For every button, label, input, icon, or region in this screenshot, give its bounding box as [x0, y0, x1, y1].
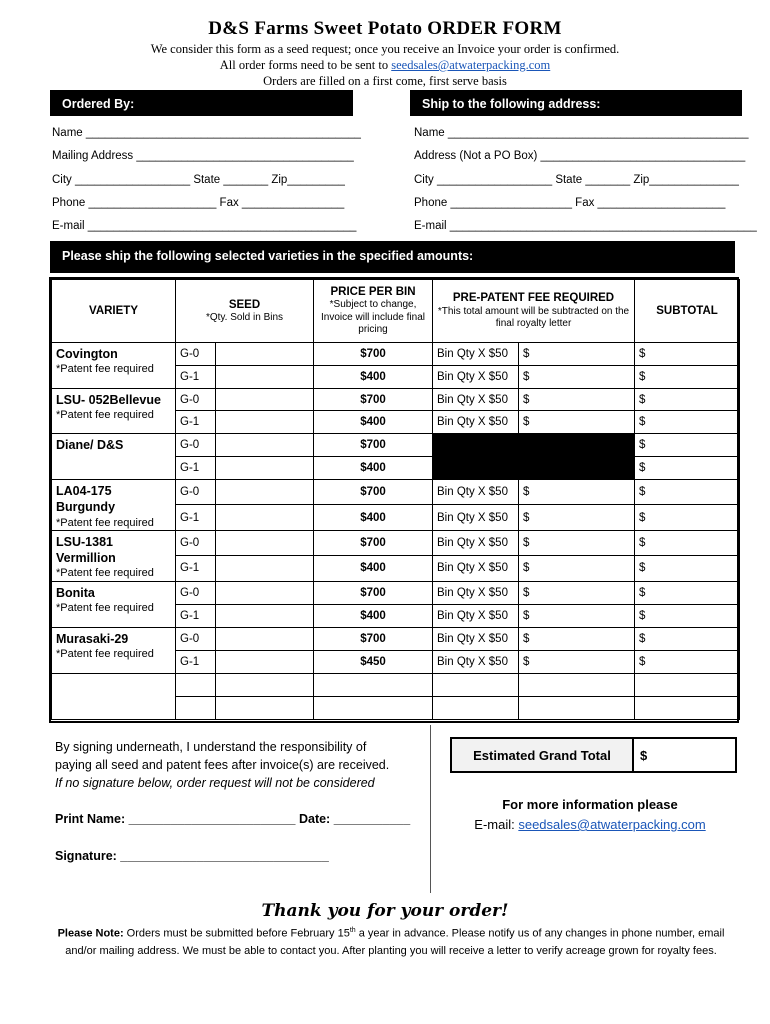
variety-name: LA04-175 Burgundy: [56, 484, 116, 515]
subtotal-input[interactable]: $: [635, 366, 740, 389]
page-title: D&S Farms Sweet Potato ORDER FORM: [208, 18, 562, 39]
subtotal-input[interactable]: $: [635, 581, 740, 604]
variety-row: [52, 627, 740, 650]
variety-row: [52, 480, 740, 505]
price-cell: $400: [314, 457, 433, 480]
seed-qty-input[interactable]: [216, 505, 314, 530]
fee-formula-cell: Bin Qty X $50: [433, 604, 519, 627]
ordered-city-field[interactable]: City __________________ State _______ Zip_________: [52, 174, 345, 186]
variety-name-cell: [52, 343, 176, 389]
variety-row: [52, 581, 740, 604]
subtotal-header: SUBTOTAL: [635, 280, 740, 343]
seed-grade-cell: G-1: [176, 457, 216, 480]
price-cell: $700: [314, 389, 433, 411]
variety-name: Diane/ D&S: [56, 438, 124, 452]
patent-note: *Patent fee required: [56, 516, 154, 529]
subtotal-input[interactable]: $: [635, 434, 740, 457]
blank-grade-input[interactable]: [176, 696, 216, 719]
price-header: PRICE PER BIN *Subject to change, Invoice will include final pricing: [314, 280, 433, 343]
price-cell: $700: [314, 627, 433, 650]
seed-qty-input[interactable]: [216, 627, 314, 650]
blank-price-input[interactable]: [314, 673, 433, 696]
seed-qty-input[interactable]: [216, 343, 314, 366]
price-cell: $400: [314, 505, 433, 530]
seed-grade-cell: G-0: [176, 343, 216, 366]
variety-row: [52, 389, 740, 411]
more-info-email-link[interactable]: seedsales@atwaterpacking.com: [518, 817, 706, 832]
blank-grade-input[interactable]: [176, 673, 216, 696]
patent-note: *Patent fee required: [56, 601, 154, 614]
contact-email-link[interactable]: seedsales@atwaterpacking.com: [391, 58, 551, 72]
blank-fee-input[interactable]: [433, 696, 519, 719]
fee-formula-cell: Bin Qty X $50: [433, 556, 519, 581]
seed-grade-cell: G-1: [176, 650, 216, 673]
print-name-line: [55, 810, 410, 828]
fee-amount-input[interactable]: $: [519, 366, 635, 389]
seed-grade-cell: G-1: [176, 411, 216, 434]
variety-name-cell: [52, 434, 176, 480]
seed-qty-input[interactable]: [216, 480, 314, 505]
thank-you-message: Thank you for your order!: [261, 901, 509, 921]
price-cell: $700: [314, 480, 433, 505]
seed-grade-cell: G-0: [176, 389, 216, 411]
grand-total-box: [450, 737, 737, 773]
seed-grade-cell: G-0: [176, 627, 216, 650]
variety-name: Bonita: [56, 585, 95, 600]
ordered-name-field[interactable]: Name ___________________________________________: [52, 127, 361, 139]
fee-formula-cell: Bin Qty X $50: [433, 343, 519, 366]
subtotal-input[interactable]: $: [635, 457, 740, 480]
fee-amount-input[interactable]: $: [519, 480, 635, 505]
fee-formula-cell: Bin Qty X $50: [433, 505, 519, 530]
seed-qty-input[interactable]: [216, 650, 314, 673]
blank-qty-input[interactable]: [216, 673, 314, 696]
subtotal-input[interactable]: $: [635, 389, 740, 411]
ship-address-field[interactable]: Address (Not a PO Box) ________________________________: [414, 150, 746, 162]
more-info-heading: For more information please: [502, 797, 678, 812]
ordered-email-field[interactable]: E-mail __________________________________________: [52, 220, 357, 232]
subtotal-input[interactable]: $: [635, 650, 740, 673]
price-cell: $700: [314, 343, 433, 366]
seed-grade-cell: G-0: [176, 480, 216, 505]
please-note: Please Note: Orders must be submitted before February 15th a year in advance. Please notify us of any changes in phone number, email and/or mailing address. We must be able to contact you. After planting you will receive a letter to verify acreage grown for royalty fees.: [57, 927, 725, 958]
price-cell: $700: [314, 530, 433, 555]
grand-total-label: Estimated Grand Total: [452, 739, 634, 771]
please-note-label: Please Note:: [57, 927, 124, 940]
section-divider: [430, 725, 431, 893]
seed-qty-input[interactable]: [216, 389, 314, 411]
seed-grade-cell: G-1: [176, 505, 216, 530]
blank-variety-input[interactable]: [52, 673, 176, 719]
variety-row: [52, 343, 740, 366]
fee-header: PRE-PATENT FEE REQUIRED *This total amount will be subtracted on the final royalty letter: [433, 280, 635, 343]
signing-text-1: By signing underneath, I understand the responsibility of: [55, 740, 367, 754]
blank-price-input[interactable]: [314, 696, 433, 719]
fee-amount-input[interactable]: $: [519, 604, 635, 627]
seed-grade-cell: G-1: [176, 556, 216, 581]
grand-total-value[interactable]: $: [640, 747, 648, 763]
seed-grade-cell: G-0: [176, 530, 216, 555]
seed-qty-input[interactable]: [216, 556, 314, 581]
seed-grade-cell: G-1: [176, 604, 216, 627]
price-cell: $400: [314, 556, 433, 581]
seed-grade-cell: G-0: [176, 581, 216, 604]
subtotal-input[interactable]: $: [635, 530, 740, 555]
variety-name-cell: [52, 389, 176, 434]
ship-name-field[interactable]: Name _______________________________________________: [414, 127, 749, 139]
fee-amount-input[interactable]: $: [519, 627, 635, 650]
fee-amount-input[interactable]: $: [519, 556, 635, 581]
variety-name: LSU- 052Bellevue: [56, 393, 161, 407]
variety-header: VARIETY: [52, 280, 176, 343]
ordered-mailing-field[interactable]: Mailing Address __________________________________: [52, 150, 354, 162]
fee-amount-input[interactable]: $: [519, 650, 635, 673]
blank-fee-amount-input[interactable]: [519, 696, 635, 719]
fee-formula-cell: Bin Qty X $50: [433, 480, 519, 505]
fee-amount-input[interactable]: $: [519, 530, 635, 555]
ordered-phone-field[interactable]: Phone ____________________ Fax ________________: [52, 197, 345, 209]
seed-qty-input[interactable]: [216, 411, 314, 434]
price-cell: $700: [314, 434, 433, 457]
seed-qty-input[interactable]: [216, 366, 314, 389]
fee-amount-input[interactable]: $: [519, 581, 635, 604]
seed-header: SEED *Qty. Sold in Bins: [176, 280, 314, 343]
fee-amount-input[interactable]: $: [519, 343, 635, 366]
subtotal-input[interactable]: $: [635, 604, 740, 627]
subtotal-input[interactable]: $: [635, 505, 740, 530]
date-field[interactable]: Date: ___________: [298, 812, 411, 826]
ordered-by-heading: Ordered By:: [50, 90, 353, 116]
patent-note: *Patent fee required: [56, 409, 154, 422]
signature-field[interactable]: Signature: ______________________________: [55, 849, 329, 863]
blank-fee-amount-input[interactable]: [519, 673, 635, 696]
seed-grade-cell: G-0: [176, 434, 216, 457]
seed-qty-input[interactable]: [216, 581, 314, 604]
variety-name-cell: [52, 581, 176, 627]
fee-formula-cell: Bin Qty X $50: [433, 366, 519, 389]
no-fee-cell: [433, 434, 635, 480]
patent-note: *Patent fee required: [56, 567, 154, 580]
seed-qty-input[interactable]: [216, 457, 314, 480]
fee-amount-input[interactable]: $: [519, 505, 635, 530]
blank-subtotal-input[interactable]: [635, 696, 740, 719]
subtotal-input[interactable]: $: [635, 627, 740, 650]
patent-note: *Patent fee required: [56, 647, 154, 660]
price-cell: $400: [314, 366, 433, 389]
price-cell: $400: [314, 604, 433, 627]
subtotal-input[interactable]: $: [635, 556, 740, 581]
variety-name-cell: [52, 627, 176, 673]
seed-qty-input[interactable]: [216, 604, 314, 627]
intro-line-2-prefix: All order forms need to be sent to: [219, 58, 392, 72]
subtotal-input[interactable]: $: [635, 480, 740, 505]
varieties-heading: Please ship the following selected varieties in the specified amounts:: [50, 241, 735, 273]
fee-amount-input[interactable]: $: [519, 411, 635, 434]
more-info-email-label: E-mail:: [474, 817, 519, 832]
blank-row: [52, 673, 740, 696]
subtotal-input[interactable]: $: [635, 343, 740, 366]
signing-text-3: If no signature below, order request will not be considered: [55, 776, 375, 791]
price-cell: $400: [314, 411, 433, 434]
seed-qty-input[interactable]: [216, 530, 314, 555]
patent-note: *Patent fee required: [56, 363, 154, 376]
fee-formula-cell: Bin Qty X $50: [433, 389, 519, 411]
order-table: [51, 279, 740, 720]
intro-line-1: We consider this form as a seed request; once you receive an Invoice your order is confirmed.: [150, 42, 620, 56]
signing-text-2: paying all seed and patent fees after invoice(s) are received.: [55, 758, 390, 773]
variety-name: Murasaki-29: [56, 631, 129, 646]
variety-name: Covington: [56, 347, 118, 361]
ship-city-field[interactable]: City __________________ State _______ Zip______________: [414, 174, 739, 186]
fee-amount-input[interactable]: $: [519, 389, 635, 411]
fee-formula-cell: Bin Qty X $50: [433, 411, 519, 434]
variety-row: [52, 530, 740, 555]
variety-row: [52, 434, 740, 457]
price-cell: $700: [314, 581, 433, 604]
fee-formula-cell: Bin Qty X $50: [433, 530, 519, 555]
ship-email-field[interactable]: E-mail ________________________________________________: [414, 220, 757, 232]
fee-formula-cell: Bin Qty X $50: [433, 627, 519, 650]
blank-fee-input[interactable]: [433, 673, 519, 696]
more-info-email-line: [440, 817, 740, 832]
variety-name-cell: [52, 480, 176, 531]
price-cell: $450: [314, 650, 433, 673]
print-name-field[interactable]: Print Name: ________________________: [55, 812, 296, 826]
intro-line-3: Orders are filled on a first come, first serve basis: [263, 74, 507, 88]
seed-qty-input[interactable]: [216, 434, 314, 457]
intro-line-2: [0, 58, 770, 73]
ship-to-heading: Ship to the following address:: [410, 90, 742, 116]
fee-formula-cell: Bin Qty X $50: [433, 650, 519, 673]
variety-name: LSU-1381 Vermillion: [56, 534, 116, 566]
variety-name-cell: [52, 530, 176, 581]
ship-phone-field[interactable]: Phone ___________________ Fax ____________________: [414, 197, 726, 209]
blank-subtotal-input[interactable]: [635, 673, 740, 696]
signing-statement: [55, 738, 389, 792]
fee-formula-cell: Bin Qty X $50: [433, 581, 519, 604]
blank-qty-input[interactable]: [216, 696, 314, 719]
subtotal-input[interactable]: $: [635, 411, 740, 434]
seed-grade-cell: G-1: [176, 366, 216, 389]
